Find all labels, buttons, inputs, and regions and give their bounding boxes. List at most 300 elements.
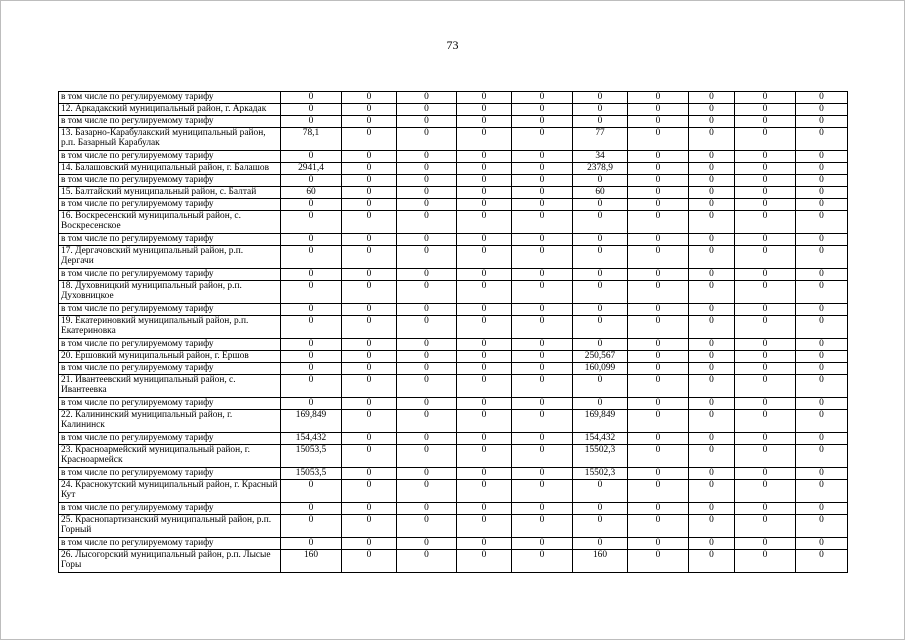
- value-cell: 0: [689, 187, 735, 199]
- value-cell: 0: [796, 468, 848, 480]
- value-cell: 0: [457, 128, 512, 151]
- value-cell: 0: [796, 515, 848, 538]
- value-cell: 0: [457, 538, 512, 550]
- value-cell: 0: [628, 304, 689, 316]
- value-cell: 0: [457, 281, 512, 304]
- value-cell: 0: [628, 269, 689, 281]
- row-label: в том числе по регулируемому тарифу: [59, 468, 281, 480]
- value-cell: 0: [796, 503, 848, 515]
- value-cell: 0: [628, 151, 689, 163]
- value-cell: 154,432: [281, 433, 342, 445]
- value-cell: 0: [512, 211, 573, 234]
- value-cell: 0: [628, 410, 689, 433]
- row-label: в том числе по регулируемому тарифу: [59, 304, 281, 316]
- value-cell: 0: [457, 375, 512, 398]
- value-cell: 0: [689, 480, 735, 503]
- value-cell: 0: [689, 92, 735, 104]
- value-cell: 0: [397, 445, 457, 468]
- value-cell: 0: [512, 550, 573, 573]
- value-cell: 0: [512, 480, 573, 503]
- value-cell: 0: [796, 281, 848, 304]
- value-cell: 0: [281, 339, 342, 351]
- value-cell: 0: [735, 410, 796, 433]
- value-cell: 0: [281, 199, 342, 211]
- value-cell: 0: [689, 503, 735, 515]
- value-cell: 0: [735, 363, 796, 375]
- value-cell: 0: [457, 304, 512, 316]
- row-label: 17. Дергачовский муниципальный район, р.п. Дергачи: [59, 246, 281, 269]
- value-cell: 0: [796, 234, 848, 246]
- table-row: [59, 433, 848, 445]
- value-cell: 0: [689, 128, 735, 151]
- value-cell: 0: [689, 351, 735, 363]
- value-cell: 0: [457, 104, 512, 116]
- table-row: [59, 375, 848, 398]
- table-row: [59, 269, 848, 281]
- value-cell: 0: [573, 515, 628, 538]
- value-cell: 0: [281, 515, 342, 538]
- value-cell: 0: [512, 199, 573, 211]
- value-cell: 60: [573, 187, 628, 199]
- value-cell: 0: [281, 211, 342, 234]
- row-label: 14. Балашовский муниципальный район, г. Балашов: [59, 163, 281, 175]
- value-cell: 0: [457, 187, 512, 199]
- value-cell: 0: [689, 175, 735, 187]
- value-cell: 0: [628, 92, 689, 104]
- value-cell: 0: [512, 468, 573, 480]
- value-cell: 0: [573, 246, 628, 269]
- value-cell: 0: [689, 269, 735, 281]
- value-cell: 0: [342, 104, 397, 116]
- value-cell: 0: [342, 468, 397, 480]
- table-row: [59, 116, 848, 128]
- value-cell: 0: [512, 234, 573, 246]
- value-cell: 0: [573, 199, 628, 211]
- table-row: [59, 445, 848, 468]
- value-cell: 0: [735, 550, 796, 573]
- value-cell: 0: [735, 128, 796, 151]
- value-cell: 0: [397, 538, 457, 550]
- value-cell: 34: [573, 151, 628, 163]
- value-cell: 0: [796, 375, 848, 398]
- value-cell: 0: [281, 116, 342, 128]
- value-cell: 0: [628, 187, 689, 199]
- row-label: 25. Краснопартизанский муниципальный район, р.п. Горный: [59, 515, 281, 538]
- value-cell: 0: [796, 550, 848, 573]
- value-cell: 0: [512, 375, 573, 398]
- value-cell: 0: [735, 398, 796, 410]
- value-cell: 0: [628, 246, 689, 269]
- value-cell: 0: [281, 375, 342, 398]
- value-cell: 0: [397, 375, 457, 398]
- value-cell: 0: [512, 116, 573, 128]
- table-row: [59, 199, 848, 211]
- value-cell: 0: [689, 363, 735, 375]
- value-cell: 0: [342, 269, 397, 281]
- value-cell: 0: [796, 116, 848, 128]
- value-cell: 0: [342, 445, 397, 468]
- value-cell: 0: [457, 316, 512, 339]
- row-label: в том числе по регулируемому тарифу: [59, 234, 281, 246]
- value-cell: 0: [512, 304, 573, 316]
- value-cell: 0: [796, 316, 848, 339]
- value-cell: 0: [457, 351, 512, 363]
- value-cell: 0: [397, 151, 457, 163]
- value-cell: 0: [342, 480, 397, 503]
- row-label: в том числе по регулируемому тарифу: [59, 503, 281, 515]
- value-cell: 0: [457, 163, 512, 175]
- value-cell: 0: [628, 281, 689, 304]
- value-cell: 0: [281, 281, 342, 304]
- value-cell: 0: [796, 246, 848, 269]
- value-cell: 0: [735, 339, 796, 351]
- value-cell: 0: [457, 339, 512, 351]
- table-row: [59, 398, 848, 410]
- value-cell: 0: [512, 104, 573, 116]
- table-row: [59, 151, 848, 163]
- value-cell: 0: [628, 104, 689, 116]
- value-cell: 0: [628, 339, 689, 351]
- table-row: [59, 363, 848, 375]
- value-cell: 0: [342, 163, 397, 175]
- value-cell: 0: [628, 515, 689, 538]
- value-cell: 0: [796, 151, 848, 163]
- table-row: [59, 503, 848, 515]
- value-cell: 0: [573, 281, 628, 304]
- value-cell: 0: [735, 187, 796, 199]
- value-cell: 0: [512, 151, 573, 163]
- value-cell: 0: [796, 538, 848, 550]
- table-row: [59, 175, 848, 187]
- value-cell: 0: [689, 433, 735, 445]
- value-cell: 0: [628, 363, 689, 375]
- value-cell: 0: [689, 538, 735, 550]
- value-cell: 0: [281, 246, 342, 269]
- value-cell: 0: [397, 163, 457, 175]
- value-cell: 0: [573, 503, 628, 515]
- value-cell: 0: [397, 468, 457, 480]
- row-label: в том числе по регулируемому тарифу: [59, 433, 281, 445]
- value-cell: 0: [342, 515, 397, 538]
- value-cell: 0: [735, 246, 796, 269]
- value-cell: 0: [397, 116, 457, 128]
- value-cell: 0: [342, 351, 397, 363]
- value-cell: 0: [342, 410, 397, 433]
- value-cell: 250,567: [573, 351, 628, 363]
- row-label: 21. Ивантеевский муниципальный район, с. Ивантеевка: [59, 375, 281, 398]
- value-cell: 0: [281, 104, 342, 116]
- value-cell: 0: [457, 175, 512, 187]
- row-label: 19. Екатериновкий муниципальный район, р.п. Екатериновка: [59, 316, 281, 339]
- value-cell: 0: [457, 480, 512, 503]
- value-cell: 0: [573, 116, 628, 128]
- value-cell: 0: [573, 269, 628, 281]
- value-cell: 0: [796, 304, 848, 316]
- row-label: 18. Духовницкий муниципальный район, р.п. Духовницкое: [59, 281, 281, 304]
- value-cell: 0: [281, 480, 342, 503]
- row-label: 26. Лысогорский муниципальный район, р.п. Лысые Горы: [59, 550, 281, 573]
- value-cell: 0: [457, 445, 512, 468]
- value-cell: 0: [397, 410, 457, 433]
- value-cell: 0: [735, 445, 796, 468]
- value-cell: 0: [735, 468, 796, 480]
- value-cell: 0: [796, 211, 848, 234]
- table-row: [59, 281, 848, 304]
- value-cell: 0: [796, 410, 848, 433]
- value-cell: 0: [457, 269, 512, 281]
- value-cell: 0: [512, 128, 573, 151]
- value-cell: 0: [397, 269, 457, 281]
- value-cell: 0: [689, 151, 735, 163]
- value-cell: 0: [397, 281, 457, 304]
- value-cell: 0: [397, 351, 457, 363]
- value-cell: 0: [796, 398, 848, 410]
- value-cell: 0: [397, 550, 457, 573]
- value-cell: 0: [628, 503, 689, 515]
- value-cell: 0: [735, 304, 796, 316]
- value-cell: 0: [689, 398, 735, 410]
- value-cell: 0: [457, 410, 512, 433]
- value-cell: 0: [512, 175, 573, 187]
- value-cell: 0: [281, 234, 342, 246]
- value-cell: 0: [281, 503, 342, 515]
- value-cell: 0: [512, 92, 573, 104]
- value-cell: 0: [512, 163, 573, 175]
- value-cell: 0: [397, 503, 457, 515]
- row-label: в том числе по регулируемому тарифу: [59, 199, 281, 211]
- value-cell: 0: [735, 92, 796, 104]
- value-cell: 0: [573, 538, 628, 550]
- value-cell: 0: [281, 175, 342, 187]
- value-cell: 0: [342, 433, 397, 445]
- data-table: [58, 91, 848, 573]
- value-cell: 0: [512, 433, 573, 445]
- value-cell: 0: [628, 175, 689, 187]
- value-cell: 0: [512, 269, 573, 281]
- value-cell: 0: [689, 246, 735, 269]
- value-cell: 0: [281, 151, 342, 163]
- table-row: [59, 211, 848, 234]
- row-label: в том числе по регулируемому тарифу: [59, 339, 281, 351]
- value-cell: 0: [689, 515, 735, 538]
- row-label: в том числе по регулируемому тарифу: [59, 269, 281, 281]
- row-label: 16. Воскресенский муниципальный район, с. Воскресенское: [59, 211, 281, 234]
- value-cell: 0: [689, 104, 735, 116]
- value-cell: 0: [573, 104, 628, 116]
- value-cell: 0: [457, 92, 512, 104]
- value-cell: 0: [342, 128, 397, 151]
- value-cell: 0: [573, 480, 628, 503]
- value-cell: 0: [628, 468, 689, 480]
- row-label: в том числе по регулируемому тарифу: [59, 151, 281, 163]
- table-row: [59, 234, 848, 246]
- table-row: [59, 104, 848, 116]
- value-cell: 0: [342, 92, 397, 104]
- value-cell: 169,849: [573, 410, 628, 433]
- row-label: в том числе по регулируемому тарифу: [59, 175, 281, 187]
- value-cell: 0: [512, 445, 573, 468]
- value-cell: 0: [796, 92, 848, 104]
- value-cell: 15502,3: [573, 468, 628, 480]
- value-cell: 0: [281, 92, 342, 104]
- value-cell: 2941,4: [281, 163, 342, 175]
- value-cell: 0: [342, 304, 397, 316]
- table-row: [59, 550, 848, 573]
- value-cell: 0: [397, 515, 457, 538]
- value-cell: 0: [689, 316, 735, 339]
- value-cell: 154,432: [573, 433, 628, 445]
- value-cell: 0: [628, 538, 689, 550]
- value-cell: 0: [397, 339, 457, 351]
- value-cell: 0: [628, 316, 689, 339]
- value-cell: 0: [281, 351, 342, 363]
- value-cell: 0: [342, 363, 397, 375]
- value-cell: 0: [457, 468, 512, 480]
- row-label: в том числе по регулируемому тарифу: [59, 116, 281, 128]
- row-label: 23. Красноармейский муниципальный район, г. Красноармейск: [59, 445, 281, 468]
- row-label: в том числе по регулируемому тарифу: [59, 538, 281, 550]
- value-cell: 0: [735, 316, 796, 339]
- value-cell: 0: [342, 398, 397, 410]
- value-cell: 0: [796, 104, 848, 116]
- value-cell: 0: [796, 445, 848, 468]
- value-cell: 0: [397, 187, 457, 199]
- value-cell: 0: [796, 351, 848, 363]
- value-cell: 160: [573, 550, 628, 573]
- value-cell: 0: [457, 550, 512, 573]
- value-cell: 0: [796, 363, 848, 375]
- value-cell: 0: [796, 163, 848, 175]
- value-cell: 0: [573, 92, 628, 104]
- value-cell: 2378,9: [573, 163, 628, 175]
- value-cell: 0: [689, 445, 735, 468]
- value-cell: 15502,3: [573, 445, 628, 468]
- value-cell: 0: [512, 187, 573, 199]
- value-cell: 0: [628, 234, 689, 246]
- value-cell: 0: [689, 304, 735, 316]
- value-cell: 0: [342, 503, 397, 515]
- row-label: 24. Краснокутский муниципальный район, г. Красный Кут: [59, 480, 281, 503]
- value-cell: 0: [342, 199, 397, 211]
- value-cell: 0: [735, 199, 796, 211]
- value-cell: 0: [281, 269, 342, 281]
- value-cell: 0: [397, 175, 457, 187]
- value-cell: 0: [689, 163, 735, 175]
- value-cell: 0: [281, 316, 342, 339]
- value-cell: 0: [573, 234, 628, 246]
- value-cell: 0: [512, 410, 573, 433]
- value-cell: 0: [457, 151, 512, 163]
- value-cell: 77: [573, 128, 628, 151]
- table-row: [59, 515, 848, 538]
- value-cell: 0: [735, 116, 796, 128]
- value-cell: 0: [281, 398, 342, 410]
- value-cell: 0: [573, 316, 628, 339]
- value-cell: 0: [628, 480, 689, 503]
- row-label: 22. Калининский муниципальный район, г. Калининск: [59, 410, 281, 433]
- value-cell: 0: [397, 234, 457, 246]
- value-cell: 0: [573, 339, 628, 351]
- value-cell: 0: [397, 480, 457, 503]
- value-cell: 0: [689, 339, 735, 351]
- value-cell: 0: [512, 339, 573, 351]
- value-cell: 0: [735, 269, 796, 281]
- value-cell: 15053,5: [281, 445, 342, 468]
- table-row: [59, 351, 848, 363]
- value-cell: 0: [397, 398, 457, 410]
- table-row: [59, 187, 848, 199]
- table-row: [59, 339, 848, 351]
- value-cell: 0: [512, 351, 573, 363]
- value-cell: 0: [689, 468, 735, 480]
- value-cell: 0: [397, 92, 457, 104]
- value-cell: 0: [342, 246, 397, 269]
- value-cell: 0: [342, 116, 397, 128]
- row-label: в том числе по регулируемому тарифу: [59, 398, 281, 410]
- value-cell: 0: [628, 550, 689, 573]
- value-cell: 0: [796, 269, 848, 281]
- value-cell: 0: [689, 211, 735, 234]
- value-cell: 0: [735, 375, 796, 398]
- value-cell: 0: [281, 363, 342, 375]
- value-cell: 0: [397, 199, 457, 211]
- table-row: [59, 538, 848, 550]
- table-row: [59, 410, 848, 433]
- value-cell: 0: [628, 398, 689, 410]
- row-label: в том числе по регулируемому тарифу: [59, 92, 281, 104]
- value-cell: 0: [342, 234, 397, 246]
- table-body: [59, 92, 848, 573]
- value-cell: 0: [397, 128, 457, 151]
- value-cell: 0: [512, 398, 573, 410]
- value-cell: 0: [735, 503, 796, 515]
- value-cell: 0: [342, 339, 397, 351]
- value-cell: 0: [628, 433, 689, 445]
- value-cell: 0: [342, 316, 397, 339]
- value-cell: 0: [457, 515, 512, 538]
- value-cell: 0: [628, 199, 689, 211]
- value-cell: 0: [628, 128, 689, 151]
- value-cell: 0: [735, 351, 796, 363]
- value-cell: 0: [457, 363, 512, 375]
- row-label: в том числе по регулируемому тарифу: [59, 363, 281, 375]
- value-cell: 0: [457, 234, 512, 246]
- value-cell: 0: [397, 433, 457, 445]
- value-cell: 0: [397, 316, 457, 339]
- value-cell: 0: [457, 433, 512, 445]
- value-cell: 0: [397, 246, 457, 269]
- value-cell: 0: [796, 187, 848, 199]
- table-row: [59, 128, 848, 151]
- table-row: [59, 316, 848, 339]
- value-cell: 0: [342, 175, 397, 187]
- value-cell: 15053,5: [281, 468, 342, 480]
- value-cell: 0: [457, 199, 512, 211]
- value-cell: 0: [573, 375, 628, 398]
- value-cell: 0: [512, 503, 573, 515]
- value-cell: 60: [281, 187, 342, 199]
- value-cell: 0: [796, 199, 848, 211]
- value-cell: 0: [735, 175, 796, 187]
- value-cell: 0: [735, 234, 796, 246]
- value-cell: 0: [457, 116, 512, 128]
- value-cell: 0: [628, 211, 689, 234]
- value-cell: 78,1: [281, 128, 342, 151]
- value-cell: 0: [573, 211, 628, 234]
- value-cell: 0: [342, 151, 397, 163]
- value-cell: 0: [689, 410, 735, 433]
- table-row: [59, 92, 848, 104]
